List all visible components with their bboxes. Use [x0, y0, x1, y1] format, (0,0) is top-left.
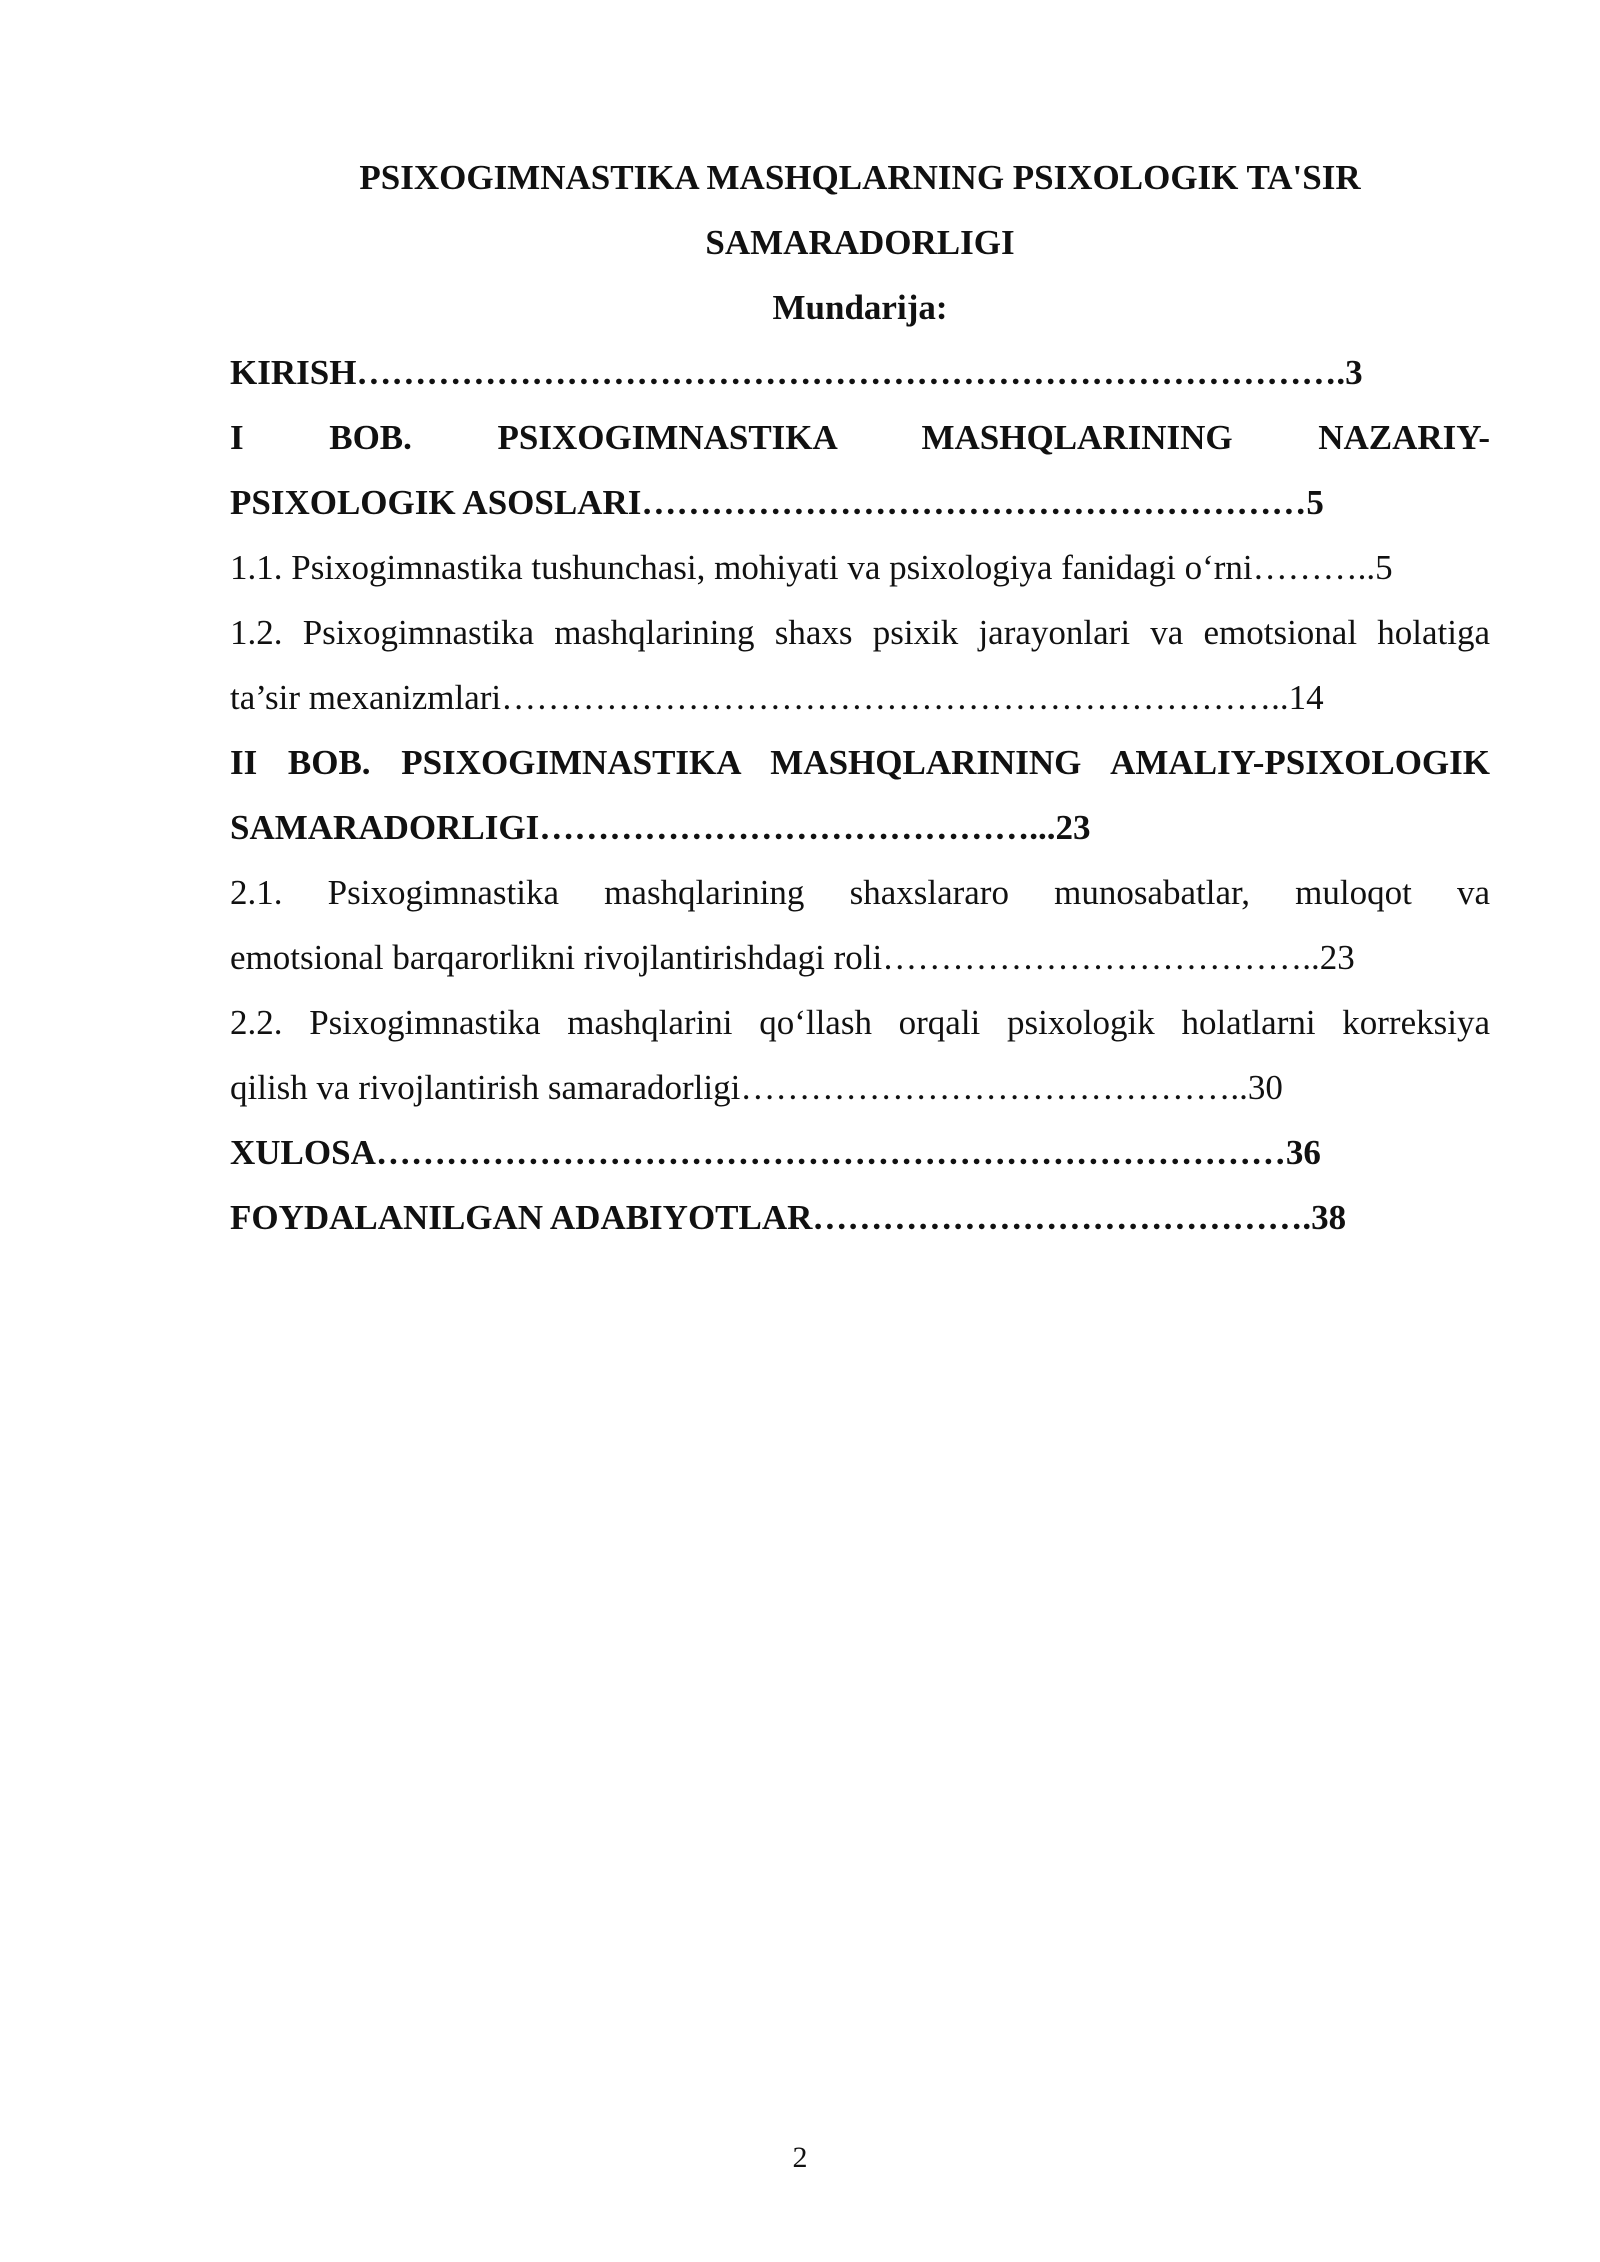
toc-entry-section-2-2-line-1: 2.2. Psixogimnastika mashqlarini qo‘llash orqali psixologik holatlarni korreksiya — [230, 1003, 1490, 1042]
toc-entry-section-1-1: 1.1. Psixogimnastika tushunchasi, mohiyati va psixologiya fanidagi o‘rni………..5 — [230, 548, 1393, 587]
toc-entry-chapter-1-line-2: PSIXOLOGIK ASOSLARI…………………………………………………5 — [230, 483, 1324, 522]
toc-entry-chapter-2-line-1: II BOB. PSIXOGIMNASTIKA MASHQLARINING AMALIY-PSIXOLOGIK — [230, 743, 1490, 782]
document-title-line-2: SAMARADORLIGI — [705, 223, 1015, 262]
toc-entry-section-1-2-line-2: ta’sir mexanizmlari…………………………………………………………..14 — [230, 678, 1324, 717]
toc-entry-xulosa: XULOSA……………………………………………………………………36 — [230, 1133, 1321, 1172]
toc-entry-section-2-2-line-2: qilish va rivojlantirish samaradorligi……………………………………..30 — [230, 1068, 1283, 1107]
toc-entry-chapter-2-line-2: SAMARADORLIGI……………………………………...23 — [230, 808, 1091, 847]
page-number: 2 — [792, 2141, 808, 2174]
toc-entry-section-1-2-line-1: 1.2. Psixogimnastika mashqlarining shaxs psixik jarayonlari va emotsional holatiga — [230, 613, 1490, 652]
toc-entry-chapter-1-line-1: I BOB. PSIXOGIMNASTIKA MASHQLARINING NAZARIY- — [230, 418, 1490, 457]
toc-heading: Mundarija: — [772, 288, 948, 327]
toc-entry-section-2-1-line-2: emotsional barqarorlikni rivojlantirishdagi roli………………………………..23 — [230, 938, 1355, 977]
document-title-line-1: PSIXOGIMNASTIKA MASHQLARNING PSIXOLOGIK TA'SIR — [359, 158, 1361, 197]
toc-entry-kirish: KIRISH………………………………………………………………………….3 — [230, 353, 1363, 392]
toc-entry-section-2-1-line-1: 2.1. Psixogimnastika mashqlarining shaxslararo munosabatlar, muloqot va — [230, 873, 1490, 912]
toc-entry-references: FOYDALANILGAN ADABIYOTLAR…………………………………….38 — [230, 1198, 1347, 1237]
document-content — [230, 145, 1490, 1250]
